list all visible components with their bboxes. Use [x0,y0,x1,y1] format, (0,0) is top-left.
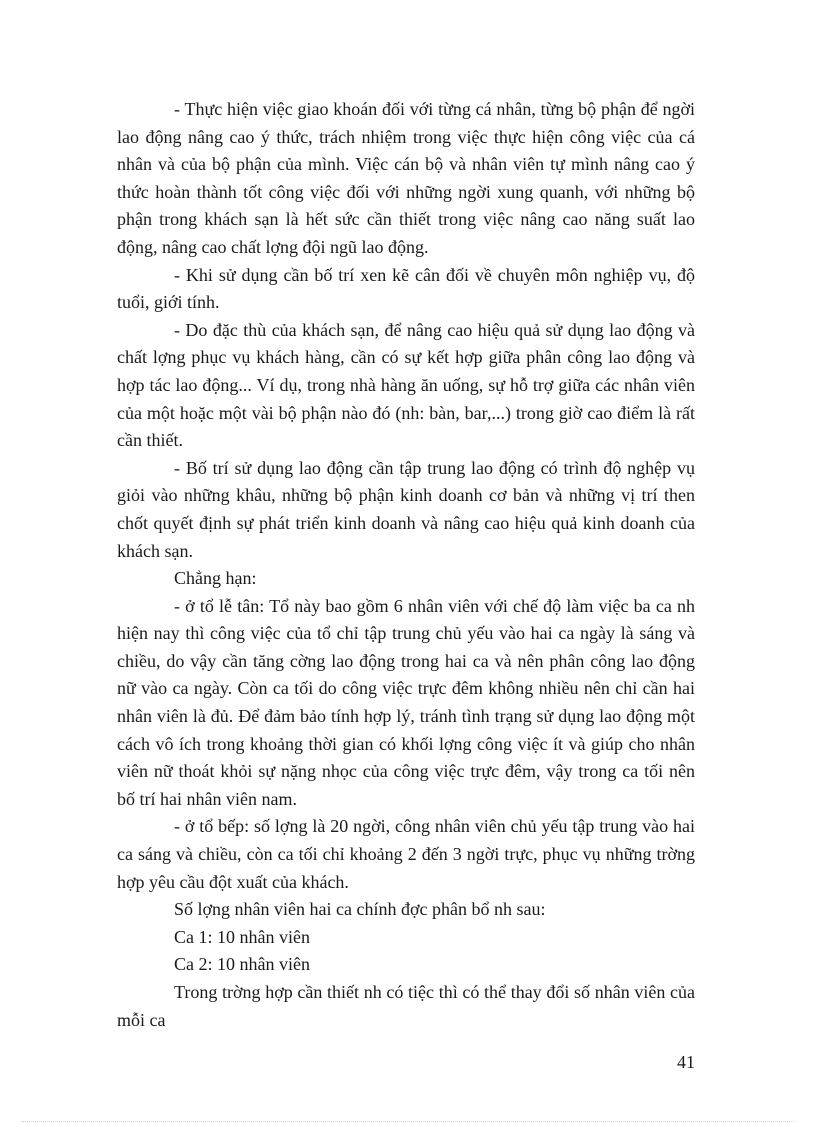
paragraph: - Do đặc thù của khách sạn, để nâng cao hiệu quả sử dụng lao động và chất lợng phục vụ khách hàng, cần có sự kết hợp giữa phân công lao động và hợp tác lao động... Ví dụ, trong nhà hàng ăn uống, sự hỗ trợ giữa các nhân viên của một hoặc một vài bộ phận nào đó (nh: bàn, bar,...) trong giờ cao điểm là rất cần thiết. [117,319,695,451]
paragraph: - ở tổ bếp: số lợng là 20 ngời, công nhân viên chủ yếu tập trung vào hai ca sáng và chiều, còn ca tối chỉ khoảng 2 đến 3 ngời trực, phục vụ những trờng hợp yêu cầu đột xuất của khách. [117,816,695,892]
paragraph: Trong trờng hợp cần thiết nh có tiệc thì có thể thay đổi số nhân viên của mỗi ca [117,982,695,1030]
paragraph: - Khi sử dụng cần bố trí xen kẽ cân đối về chuyên môn nghiệp vụ, độ tuổi, giới tính. [117,264,695,313]
paragraph: - ở tổ lễ tân: Tổ này bao gồm 6 nhân viên với chế độ làm việc ba ca nh hiện nay thì công việc của tổ chỉ tập trung chủ yếu vào hai ca ngày là sáng và chiều, do vậy cần tăng cờng lao động trong hai ca và nên phân công lao động nữ vào ca ngày. Còn ca tối do công việc trực đêm không nhiều nên chỉ cần hai nhân viên là đủ. Để đảm bảo tính hợp lý, tránh tình trạng sử dụng lao động một cách vô ích trong khoảng thời gian có khối lợng công việc ít và giúp cho nhân viên nữ thoát khỏi sự nặng nhọc của công việc trực đêm, vậy trong ca tối nên bố trí hai nhân viên nam. [117,595,695,809]
paragraph: Chẳng hạn: [174,568,257,589]
paragraph: - Thực hiện việc giao khoán đối với từng cá nhân, từng bộ phận để ngời lao động nâng cao ý thức, trách nhiệm trong việc thực hiện công việc của cá nhân và của bộ phận của mình. Việc cán bộ và nhân viên tự mình nâng cao ý thức hoàn thành tốt công việc đối với những ngời xung quanh, với những bộ phận trong khách sạn là hết sức cần thiết trong việc nâng cao năng suất lao động, nâng cao chất lợng đội ngũ lao động. [117,99,695,257]
page-number: 41 [677,1052,695,1072]
body-text [117,96,695,1034]
footer-divider [22,1121,794,1122]
shift-item: Ca 2: 10 nhân viên [174,954,310,975]
paragraph: - Bố trí sử dụng lao động cần tập trung lao động có trình độ nghệp vụ giỏi vào những khâu, những bộ phận kinh doanh cơ bản và những vị trí then chốt quyết định sự phát triển kinh doanh và nâng cao hiệu quả kinh doanh của khách sạn. [117,457,695,561]
shift-item: Ca 1: 10 nhân viên [174,926,310,947]
paragraph: Số lợng nhân viên hai ca chính đợc phân bổ nh sau: [174,899,546,920]
